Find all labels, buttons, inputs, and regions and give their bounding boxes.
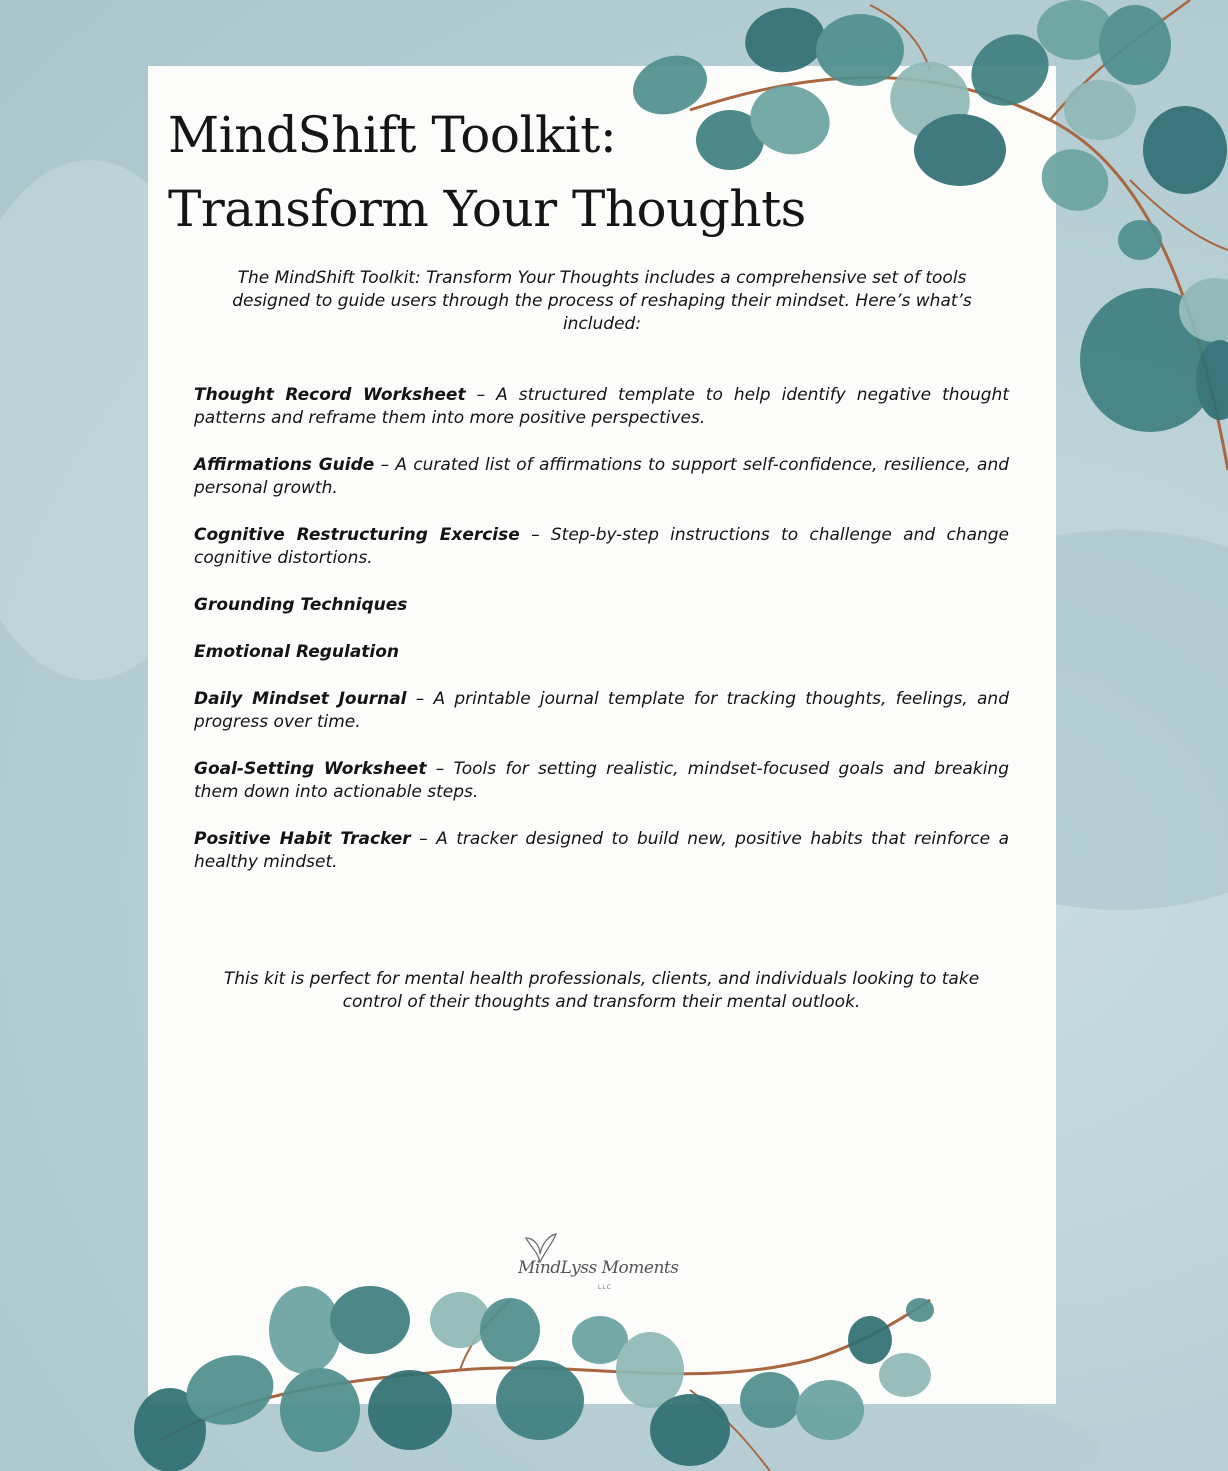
list-item [194,594,1009,617]
title-line-2: Transform Your Thoughts [168,180,806,238]
closing-paragraph: This kit is perfect for mental health professionals, clients, and individuals looking to take control of their thoughts and transform their mental outlook. [223,969,980,1012]
item-name: Emotional Regulation [194,642,400,662]
item-description: – Step-by-step instructions to challenge and change cognitive distortions. [194,525,1010,568]
intro-paragraph: The MindShift Toolkit: Transform Your Thoughts includes a comprehensive set of tools designed to guide users through the process of reshaping their mindset. Here’s what’s included: [232,268,972,334]
item-name: Cognitive Restructuring Exercise [194,525,520,545]
item-description: – A structured template to help identify negative thought patterns and reframe them into more positive perspectives. [194,385,1009,428]
page-title [168,98,806,246]
list-item [194,828,1009,874]
item-name: Thought Record Worksheet [194,385,466,405]
item-description: – A tracker designed to build new, positive habits that reinforce a healthy mindset. [194,829,1009,872]
logo-suffix: LLC [598,1284,612,1291]
list-item [194,384,1009,430]
item-name: Positive Habit Tracker [194,829,411,849]
item-description: – A curated list of affirmations to support self-confidence, resilience, and personal growth. [194,455,1010,498]
item-description: – Tools for setting realistic, mindset-focused goals and breaking them down into actionable steps. [194,759,1009,802]
list-item [194,758,1009,804]
list-item [194,524,1009,570]
list-item [194,641,1009,664]
logo-wordmark: MindLyss Moments [518,1258,679,1278]
item-description: – A printable journal template for tracking thoughts, feelings, and progress over time. [194,689,1009,732]
item-name: Affirmations Guide [194,455,375,475]
list-item [194,688,1009,734]
brand-logo [512,1230,692,1300]
eucalyptus-bottom-decoration [130,1280,950,1471]
toolkit-items-list [194,384,1009,898]
item-name: Grounding Techniques [194,595,408,615]
title-line-1: MindShift Toolkit: [168,106,617,164]
list-item [194,454,1009,500]
item-name: Goal-Setting Worksheet [194,759,427,779]
item-name: Daily Mindset Journal [194,689,407,709]
